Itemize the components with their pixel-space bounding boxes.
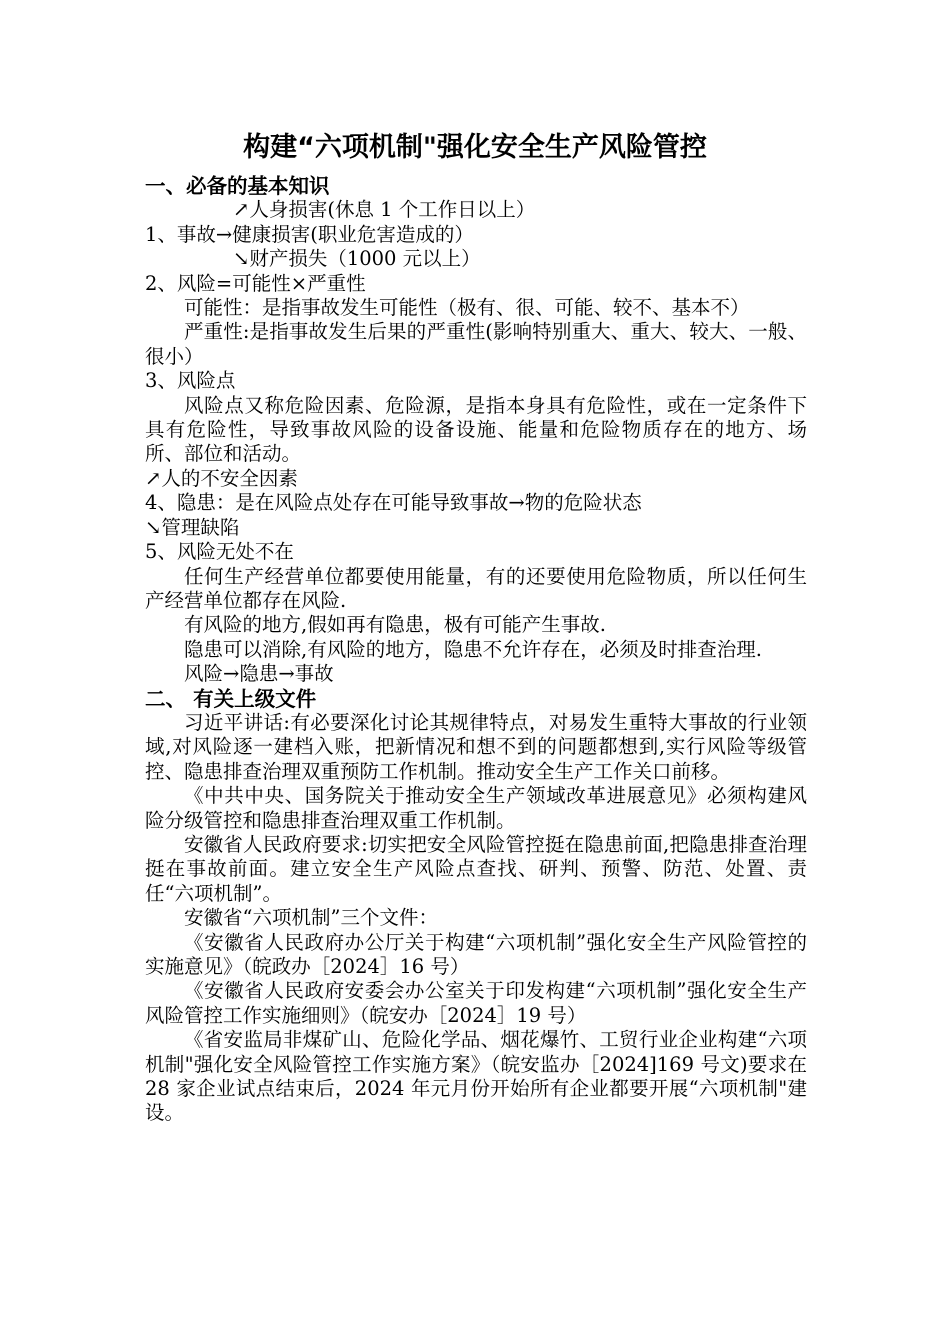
item-5-paragraph-4: 风险→隐患→事故	[184, 662, 334, 686]
item-5-paragraph-3: 隐患可以消除,有风险的地方，隐患不允许存在，必须及时排查治理.	[184, 637, 762, 661]
item-2-paragraph-severity: 严重性:是指事故发生后果的严重性(影响特别重大、重大、较大、一般、很小）	[145, 320, 807, 368]
item-1-branch-up: ↗人身损害(休息 1 个工作日以上）	[233, 198, 536, 222]
section-1-heading: 一、必备的基本知识	[145, 174, 330, 198]
document-body	[145, 174, 807, 1126]
section-2-paragraph-4: 安徽省“六项机制”三个文件：	[184, 906, 438, 930]
section-2-heading: 二、 有关上级文件	[145, 686, 317, 711]
item-3-main: 3、风险点	[145, 369, 236, 393]
item-4-branch-down: ↘管理缺陷	[145, 515, 240, 539]
item-1-main: 1、事故→健康损害(职业危害造成的）	[145, 222, 474, 246]
section-2-paragraph-5: 《安徽省人民政府办公厅关于构建“六项机制”强化安全生产风险管控的实施意见》（皖政办［2024］16 号）	[145, 930, 807, 978]
item-5-paragraph-1: 任何生产经营单位都要使用能量，有的还要使用危险物质，所以任何生产经营单位都存在风险.	[145, 564, 807, 612]
item-2-paragraph-possibility: 可能性：是指事故发生可能性（极有、很、可能、较不、基本不）	[184, 296, 750, 320]
section-2-paragraph-1: 习近平讲话:有必要深化讨论其规律特点，对易发生重特大事故的行业领域,对风险逐一建档入账，把新情况和想不到的问题都想到,实行风险等级管控、隐患排查治理双重预防工作机制。推动安全生产工作关口前移。	[145, 710, 807, 783]
item-5-main: 5、风险无处不在	[145, 540, 294, 564]
item-4-branch-up: ↗人的不安全因素	[145, 466, 298, 490]
item-3-paragraph: 风险点又称危险因素、危险源，是指本身具有危险性，或在一定条件下具有危险性，导致事故风险的设备设施、能量和危险物质存在的地方、场所、部位和活动。	[145, 393, 807, 466]
section-2-paragraph-3: 安徽省人民政府要求:切实把安全风险管控挺在隐患前面,把隐患排查治理挺在事故前面。建立安全生产风险点查找、研判、预警、防范、处置、责任“六项机制”。	[145, 832, 807, 905]
item-5-paragraph-2: 有风险的地方,假如再有隐患，极有可能产生事故.	[184, 613, 606, 637]
section-2-paragraph-6: 《安徽省人民政府安委会办公室关于印发构建“六项机制”强化安全生产风险管控工作实施细则》（皖安办［2024］19 号）	[145, 979, 807, 1027]
item-1-branch-down: ↘财产损失（1000 元以上）	[233, 247, 481, 271]
item-4-main: 4、隐患：是在风险点处存在可能导致事故→物的危险状态	[145, 491, 642, 515]
document-title: 构建“六项机制"强化安全生产风险管控	[243, 132, 707, 163]
section-2-paragraph-2: 《中共中央、国务院关于推动安全生产领域改革进展意见》必须构建风险分级管控和隐患排查治理双重工作机制。	[145, 784, 807, 832]
section-2-paragraph-7: 《省安监局非煤矿山、危险化学品、烟花爆竹、工贸行业企业构建“六项机制"强化安全风险管控工作实施方案》（皖安监办［2024]169 号文)要求在 28 家企业试点结束后，2024 年元月份开始所有企业都要开展“六项机制"建设。	[145, 1028, 807, 1125]
item-2-main: 2、风险=可能性×严重性	[145, 271, 366, 295]
